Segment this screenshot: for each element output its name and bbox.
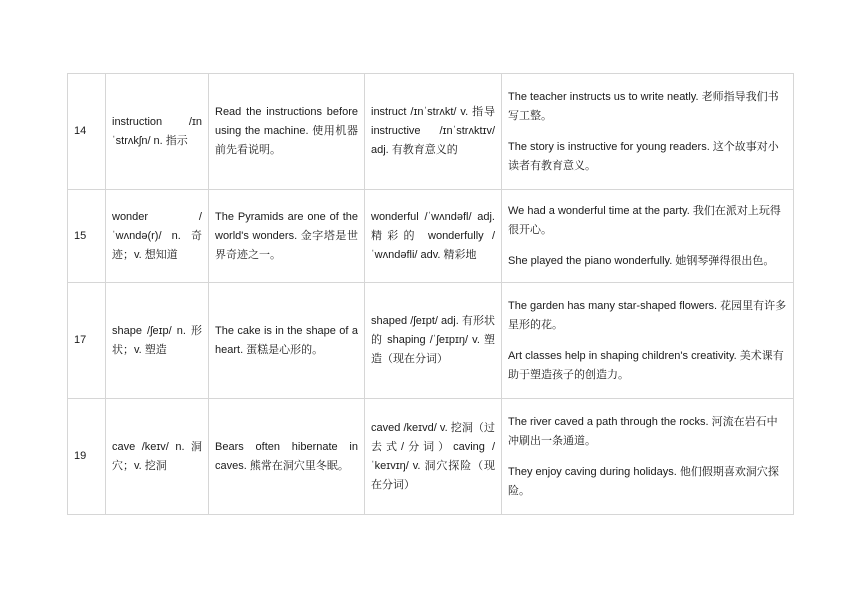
table-row (68, 399, 794, 515)
usage-sentence: The river caved a path through the rocks. 河流在岩石中冲刷出一条通道。 (508, 415, 778, 447)
vocabulary-table (67, 73, 794, 515)
example-sentence: Read the instructions before using the machine. 使用机器前先看说明。 (209, 74, 365, 190)
usage-sentence: They enjoy caving during holidays. 他们假期喜欢洞穴探险。 (508, 465, 779, 497)
word-entry: cave /keɪv/ n. 洞穴；v. 挖洞 (106, 399, 209, 515)
usage-sentences (502, 283, 794, 399)
derivatives: shaped /ʃeɪpt/ adj. 有形状的 shaping /ˈʃeɪpɪŋ/ v. 塑造（现在分词） (365, 283, 502, 399)
usage-sentence: The garden has many star-shaped flowers. 花园里有许多星形的花。 (508, 299, 787, 331)
usage-sentence: Art classes help in shaping children's creativity. 美术课有助于塑造孩子的创造力。 (508, 349, 784, 381)
usage-sentences (502, 399, 794, 515)
example-sentence: The cake is in the shape of a heart. 蛋糕是心形的。 (209, 283, 365, 399)
row-number: 14 (68, 74, 106, 190)
usage-sentence: The teacher instructs us to write neatly. 老师指导我们书写工整。 (508, 90, 779, 122)
word-entry: wonder /ˈwʌndə(r)/ n. 奇迹；v. 想知道 (106, 190, 209, 283)
example-sentence: The Pyramids are one of the world's wonders. 金字塔是世界奇迹之一。 (209, 190, 365, 283)
word-entry: shape /ʃeɪp/ n. 形状；v. 塑造 (106, 283, 209, 399)
example-sentence: Bears often hibernate in caves. 熊常在洞穴里冬眠。 (209, 399, 365, 515)
row-number: 19 (68, 399, 106, 515)
usage-sentence: We had a wonderful time at the party. 我们在派对上玩得很开心。 (508, 204, 781, 236)
usage-sentence: She played the piano wonderfully. 她钢琴弹得很出色。 (508, 254, 775, 267)
usage-sentences (502, 190, 794, 283)
table-row (68, 283, 794, 399)
derivatives: caved /keɪvd/ v. 挖洞（过去式/分词）caving /ˈkeɪvɪŋ/ v. 洞穴探险（现在分词） (365, 399, 502, 515)
usage-sentences (502, 74, 794, 190)
usage-sentence: The story is instructive for young readers. 这个故事对小读者有教育意义。 (508, 140, 779, 172)
derivatives: instruct /ɪnˈstrʌkt/ v. 指导 instructive /ɪnˈstrʌktɪv/ adj. 有教育意义的 (365, 74, 502, 190)
table-row (68, 190, 794, 283)
row-number: 17 (68, 283, 106, 399)
table-row (68, 74, 794, 190)
derivatives: wonderful /ˈwʌndəfl/ adj. 精彩的 wonderfully /ˈwʌndəfli/ adv. 精彩地 (365, 190, 502, 283)
row-number: 15 (68, 190, 106, 283)
word-entry: instruction /ɪnˈstrʌkʃn/ n. 指示 (106, 74, 209, 190)
